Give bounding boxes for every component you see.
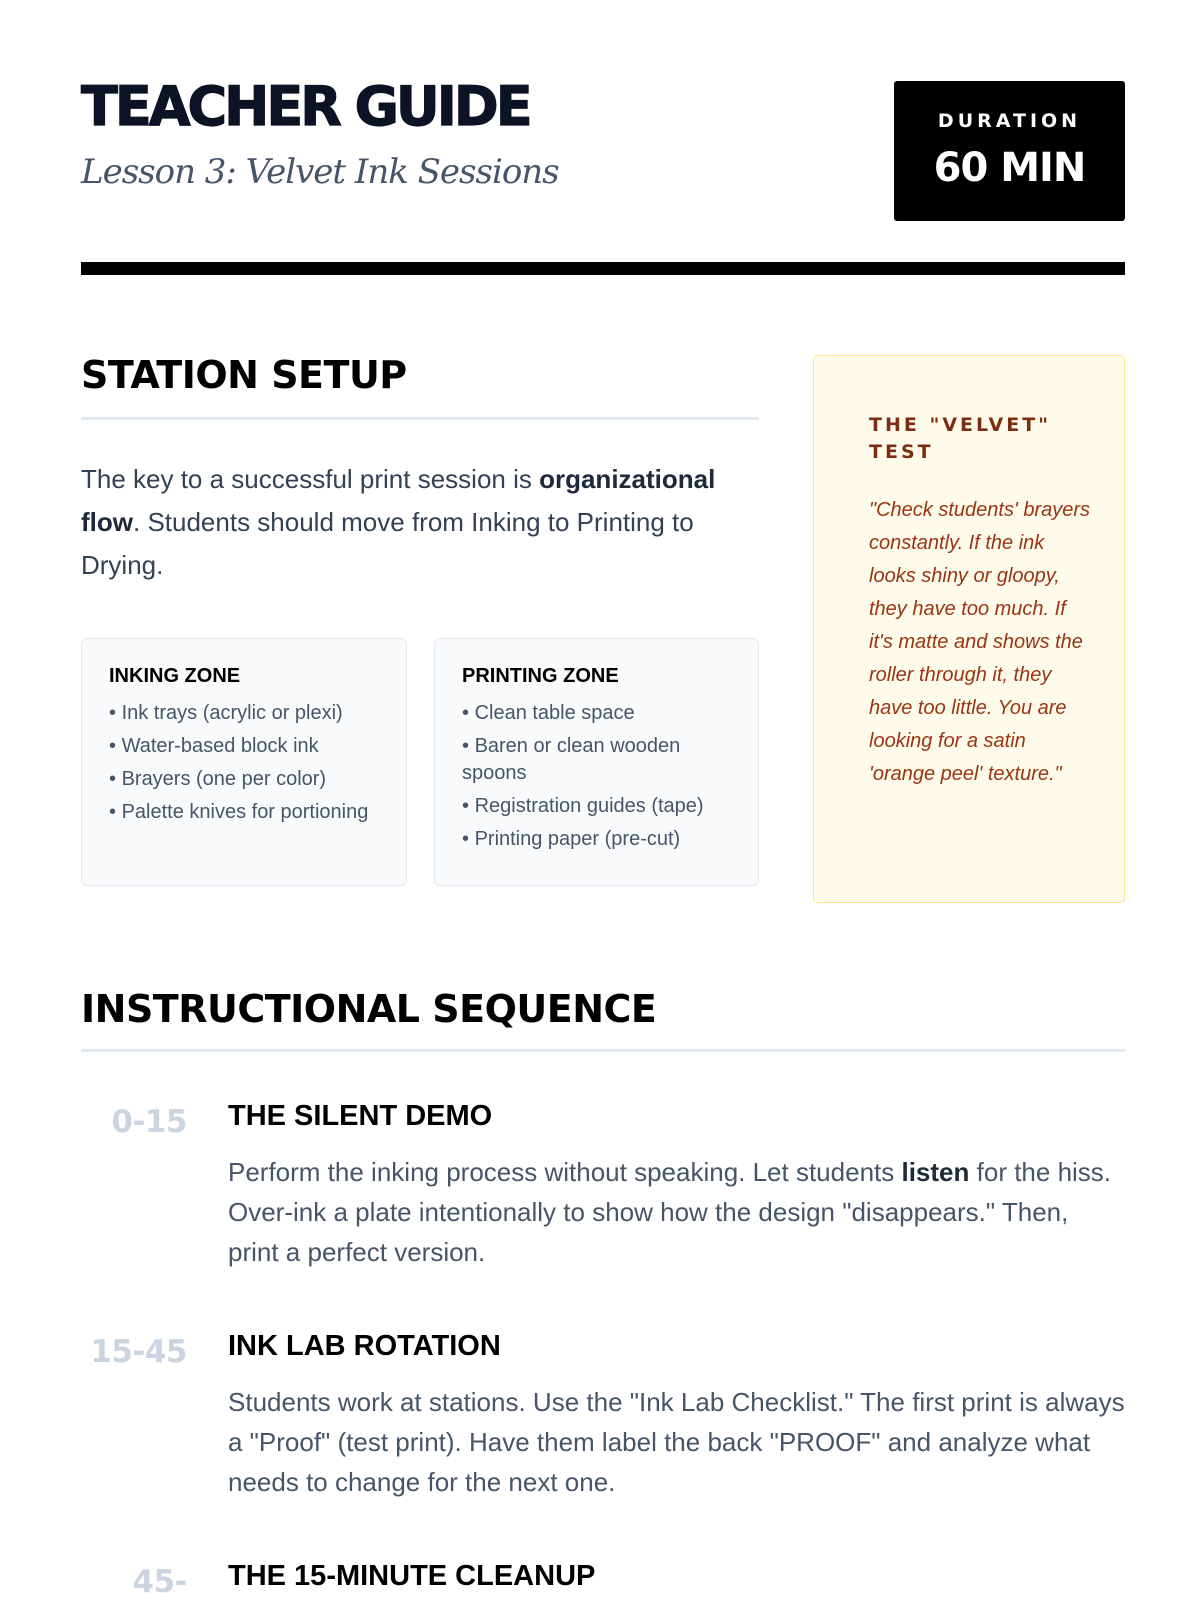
teacher-guide-page (81, 0, 1125, 1600)
step-text-end: for the hiss. Over-ink a plate intentionally to show how the design "disappears." Then, print a perfect version. (228, 1156, 1112, 1267)
printing-zone-card (434, 638, 759, 886)
station-setup-section (81, 353, 759, 850)
step-title: THE SILENT DEMO (228, 1099, 493, 1132)
list-item: • Brayers (one per color) (109, 766, 386, 793)
sequence-heading: INSTRUCTIONAL SEQUENCE (81, 987, 657, 1031)
duration-label: DURATION (937, 110, 1082, 132)
guide-header (81, 0, 1125, 280)
list-item: • Clean table space (462, 700, 738, 727)
step-text: Perform the inking process without speaking. Let students (228, 1156, 902, 1187)
list-item: • Registration guides (tape) (462, 793, 738, 820)
list-item: • Water-based block ink (109, 733, 386, 760)
page-title: TEACHER GUIDE (81, 75, 530, 138)
step-description: Students work at stations. Use the "Ink Lab Checklist." The first print is always a "Proof" (test print). Have them label the back "PROOF" and analyze what needs to change for the next one. (228, 1386, 1125, 1497)
inking-zone-card (81, 638, 407, 886)
instructional-sequence-section (81, 987, 1125, 1600)
sequence-step (81, 1098, 1125, 1272)
sequence-step (81, 1558, 1125, 1600)
intro-text-end: . Students should move from Inking to Printing to Drying. (81, 506, 694, 580)
step-title: THE 15-MINUTE CLEANUP (228, 1559, 596, 1592)
list-item: • Ink trays (acrylic or plexi) (109, 700, 386, 727)
sequence-step (81, 1328, 1125, 1502)
list-item: • Printing paper (pre-cut) (462, 826, 738, 853)
velvet-test-callout (813, 355, 1125, 903)
zone-cards (81, 638, 759, 888)
step-emphasis: listen (901, 1156, 970, 1187)
callout-title: THE "VELVET" TEST (869, 414, 1052, 463)
step-title: INK LAB ROTATION (228, 1329, 501, 1362)
zone-list (462, 700, 738, 853)
station-setup-heading: STATION SETUP (81, 353, 407, 397)
zone-title: PRINTING ZONE (462, 665, 619, 687)
lesson-subtitle: Lesson 3: Velvet Ink Sessions (81, 152, 559, 192)
section-divider (81, 1049, 1125, 1052)
zone-title: INKING ZONE (109, 665, 241, 687)
zone-list (109, 700, 386, 826)
step-description (228, 1152, 1125, 1272)
list-item: • Palette knives for portioning (109, 799, 386, 826)
duration-value: 60 MIN (933, 145, 1086, 191)
intro-text: The key to a successful print session is (81, 463, 540, 494)
step-time: 15-45 (90, 1333, 187, 1370)
header-divider (81, 262, 1125, 275)
duration-badge (894, 81, 1125, 221)
section-divider (81, 417, 759, 420)
callout-quote: "Check students' brayers constantly. If the ink looks shiny or gloopy, they have too much. If it's matte and shows the roller through it, they have too little. You are looking for a satin 'orange peel' texture." (869, 499, 1091, 785)
station-setup-intro (81, 458, 759, 587)
step-time: 0-15 (111, 1103, 187, 1140)
intro-emphasis: organizational flow (81, 463, 716, 537)
step-time: 45- (132, 1563, 187, 1600)
list-item: • Baren or clean wooden spoons (462, 733, 738, 787)
